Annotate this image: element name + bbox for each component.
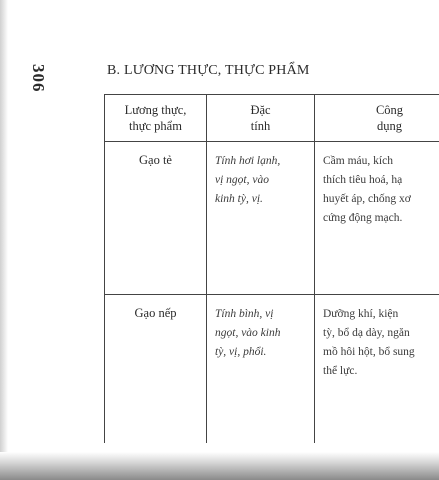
text-line: cứng động mạch. (323, 212, 403, 224)
text-line: ngọt, vào kinh (215, 327, 281, 339)
text-line: kinh tỳ, vị. (215, 193, 263, 205)
header-uses (315, 95, 439, 142)
text-line: tỳ, vị, phổi. (215, 346, 267, 358)
page-edge-shadow (0, 0, 8, 480)
header-food (105, 95, 207, 142)
table-row (105, 295, 439, 444)
header-line: Lương thực, (124, 103, 187, 117)
page-number: 306 (29, 64, 48, 93)
text-line: thích tiêu hoá, hạ (323, 174, 403, 186)
header-line: tính (250, 119, 271, 133)
section-title: B. LƯƠNG THỰC, THỰC PHẨM (107, 63, 310, 78)
header-line: Đặc (250, 103, 271, 117)
text-line: Tính bình, vị (215, 308, 274, 320)
table-header-row (105, 95, 439, 142)
header-properties (207, 95, 315, 142)
text-line: vị ngọt, vào (215, 174, 269, 186)
text-line: thể lực. (323, 365, 358, 377)
food-properties (207, 142, 315, 295)
food-uses (315, 142, 439, 295)
food-properties (207, 295, 315, 444)
food-uses (315, 295, 439, 444)
food-table-container (104, 94, 439, 443)
food-name: Gạo nếp (105, 295, 207, 444)
text-line: Dưỡng khí, kiện (323, 308, 399, 320)
text-line: Cầm máu, kích (323, 155, 393, 167)
text-line: mồ hôi hột, bổ sung (323, 346, 415, 358)
header-line: Công (375, 103, 404, 117)
food-table (104, 94, 439, 443)
text-line: tỳ, bổ dạ dày, ngăn (323, 327, 410, 339)
table-row (105, 142, 439, 295)
header-line: thực phẩm (129, 119, 182, 133)
food-name: Gạo tẻ (105, 142, 207, 295)
text-line: huyết áp, chống xơ (323, 193, 411, 205)
page-bottom-shadow (0, 452, 439, 480)
header-line: dụng (377, 119, 402, 133)
text-line: Tính hơi lạnh, (215, 155, 281, 167)
